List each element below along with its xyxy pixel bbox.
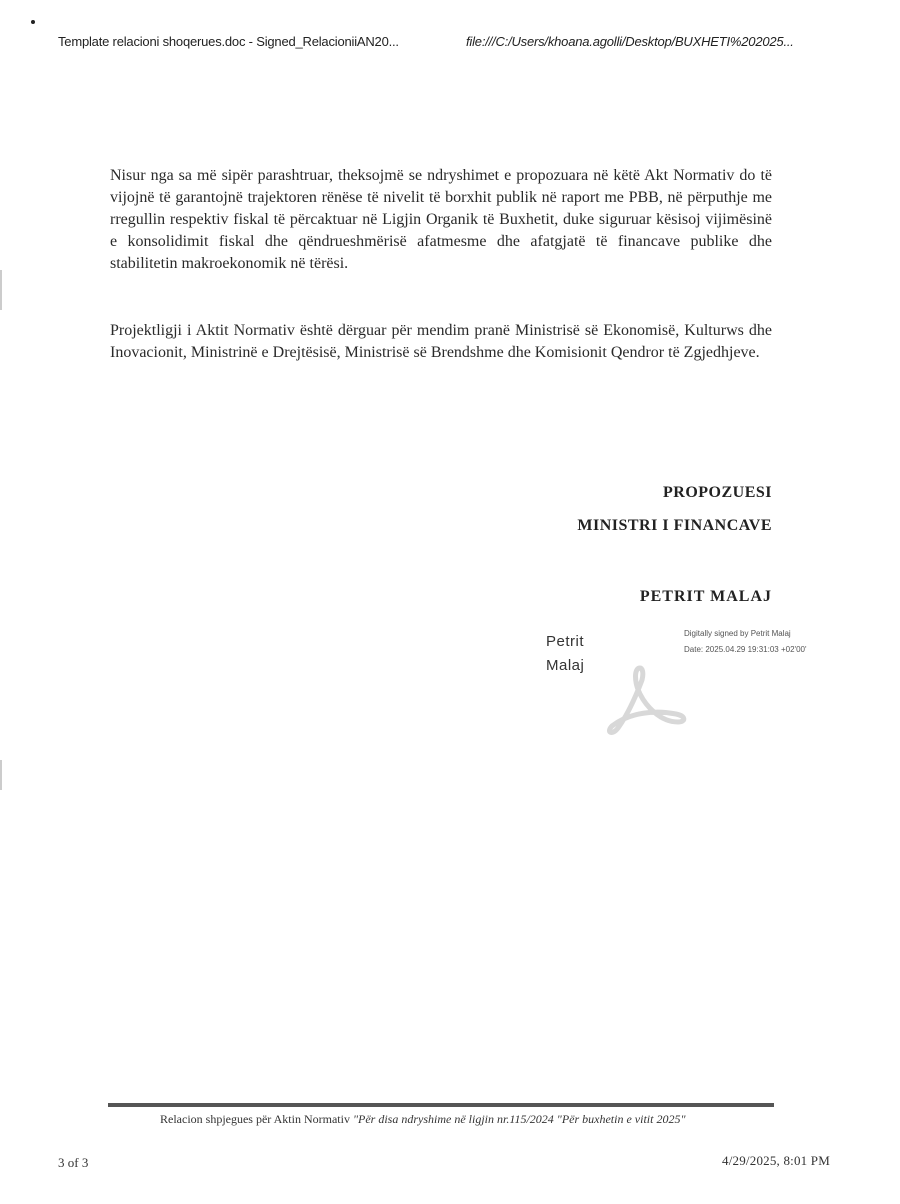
print-header-title: Template relacioni shoqerues.doc - Signed_RelacioniiAN20... xyxy=(58,34,399,49)
signature-role-proposer: PROPOZUESI xyxy=(662,484,772,501)
digital-signature-signed-by: Digitally signed by Petrit Malaj xyxy=(684,629,791,638)
digital-signature-details xyxy=(684,626,807,658)
footer-caption-italic: "Për disa ndryshime në ligjin nr.115/2024 "Për buxhetin e vitit 2025" xyxy=(352,1112,686,1126)
scan-edge-mark xyxy=(0,270,2,310)
digital-signature-name xyxy=(546,630,584,678)
digital-signature-first-name: Petrit xyxy=(546,633,585,650)
signature-role-minister: MINISTRI I FINANCAVE xyxy=(577,517,772,534)
scan-edge-mark xyxy=(0,760,2,790)
footer-caption-plain: Relacion shpjegues për Aktin Normativ xyxy=(160,1112,353,1126)
footer-caption xyxy=(160,1112,686,1127)
body-paragraph-1: Nisur nga sa më sipër parashtruar, theksojmë se ndryshimet e propozuara në këtë Akt Normativ do të vijojnë të garantojnë trajektoren rënëse të nivelit të borxhit publik në raport me PBB, në përputhje me rregullin respektiv fiskal të përcaktuar në Ligjin Organik të Buxhetit, duke siguruar kësisoj vijimësinë e konsolidimit fiskal dhe qëndrueshmërisë afatmesme dhe afatgjatë të financave publike dhe stabilitetin makroekonomik në tërësi. xyxy=(110,167,772,272)
adobe-signature-watermark-icon xyxy=(600,660,690,740)
digital-signature-date: Date: 2025.04.29 19:31:03 +02'00' xyxy=(684,645,807,654)
print-timestamp: 4/29/2025, 8:01 PM xyxy=(722,1153,830,1168)
signature-printed-name: PETRIT MALAJ xyxy=(639,588,772,605)
margin-dot xyxy=(31,20,35,24)
print-header-path: file:///C:/Users/khoana.agolli/Desktop/BUXHETI%202025... xyxy=(466,34,794,49)
footer-divider xyxy=(108,1103,774,1107)
print-page-number: 3 of 3 xyxy=(58,1155,89,1170)
body-paragraph-2: Projektligji i Aktit Normativ është dërguar për mendim pranë Ministrisë së Ekonomisë, Kulturws dhe Inovacionit, Ministrinë e Drejtësisë, Ministrisë së Brendshme dhe Komisionit Qendror të Zgjedhjeve. xyxy=(110,322,772,361)
digital-signature-last-name: Malaj xyxy=(546,657,585,674)
